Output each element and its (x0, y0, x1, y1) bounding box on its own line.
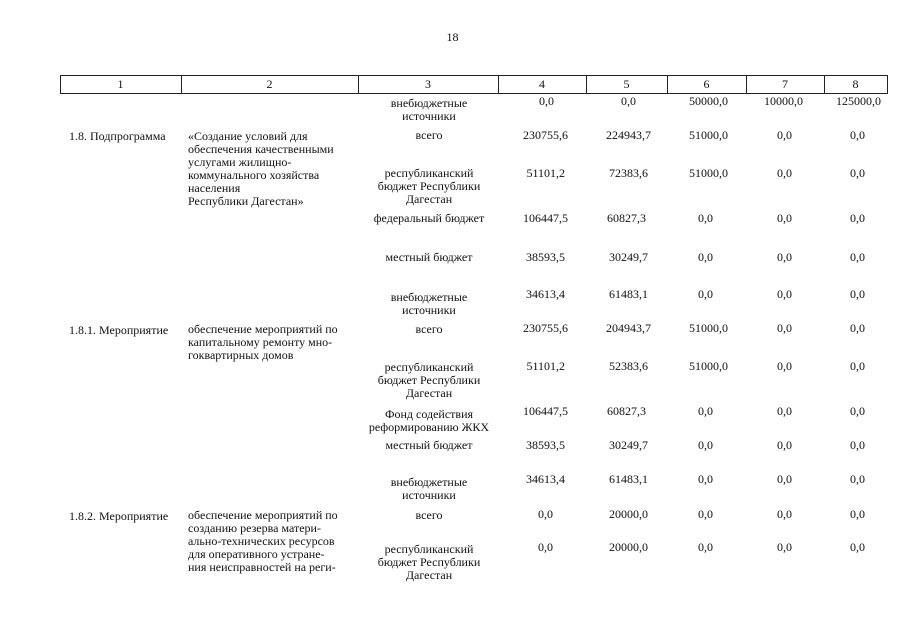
source-cell: всего (415, 322, 443, 336)
column-header-3: 3 (425, 77, 431, 91)
value-cell: 0,0 (698, 250, 713, 264)
name-line: услугами жилищно- (188, 155, 292, 169)
name-line: населения (188, 181, 241, 195)
value-cell: 0,0 (698, 472, 713, 486)
value-cell: 0,0 (698, 438, 713, 452)
value-cell: 0,0 (850, 438, 865, 452)
value-cell: 230755,6 (523, 128, 568, 142)
column-header-7: 7 (782, 77, 788, 91)
value-cell: 0,0 (698, 211, 713, 225)
name-line: Республики Дагестан» (188, 194, 304, 208)
name-line: ально-технических ресурсов (188, 534, 335, 548)
header-top-rule (60, 75, 888, 76)
source-cell: местный бюджет (385, 250, 473, 264)
value-cell: 34613,4 (526, 472, 565, 486)
value-cell: 0,0 (850, 472, 865, 486)
value-cell: 61483,1 (609, 472, 648, 486)
name-line: обеспечение мероприятий по (188, 508, 338, 522)
value-cell: 0,0 (850, 250, 865, 264)
value-cell: 51101,2 (526, 359, 565, 373)
value-cell: 51101,2 (526, 166, 565, 180)
value-cell: 0,0 (777, 472, 792, 486)
value-cell: 51000,0 (689, 166, 728, 180)
value-cell: 0,0 (777, 128, 792, 142)
source-cell: внебюджетные источники (390, 96, 468, 123)
source-cell: внебюджетные источники (390, 290, 468, 317)
source-cell: всего (415, 128, 443, 142)
value-cell: 0,0 (698, 507, 713, 521)
value-cell: 20000,0 (609, 507, 648, 521)
value-cell: 0,0 (621, 94, 636, 108)
value-cell: 0,0 (777, 250, 792, 264)
value-cell: 60827,3 (607, 404, 646, 418)
value-cell: 0,0 (777, 540, 792, 554)
source-cell: Фонд содействия реформированию ЖКХ (368, 407, 490, 434)
value-cell: 38593,5 (526, 438, 565, 452)
value-cell: 0,0 (850, 287, 865, 301)
value-cell: 51000,0 (689, 359, 728, 373)
value-cell: 0,0 (777, 438, 792, 452)
name-line: ния неисправностей на реги- (188, 560, 336, 574)
row-code: 1.8. Подпрограмма (69, 129, 166, 143)
value-cell: 38593,5 (526, 250, 565, 264)
value-cell: 0,0 (850, 211, 865, 225)
value-cell: 10000,0 (764, 94, 803, 108)
value-cell: 72383,6 (609, 166, 648, 180)
value-cell: 52383,6 (609, 359, 648, 373)
value-cell: 0,0 (539, 94, 554, 108)
column-header-4: 4 (539, 77, 545, 91)
value-cell: 0,0 (850, 404, 865, 418)
value-cell: 51000,0 (689, 321, 728, 335)
name-line: «Создание условий для (188, 129, 308, 143)
value-cell: 106447,5 (523, 404, 568, 418)
column-header-1: 1 (117, 77, 124, 91)
value-cell: 0,0 (698, 540, 713, 554)
header-divider (887, 75, 888, 93)
source-cell: республиканский бюджет Республики Дагестан (377, 166, 481, 206)
name-line: коммунального хозяйства (188, 168, 320, 182)
program-name (188, 130, 352, 208)
value-cell: 34613,4 (526, 287, 565, 301)
value-cell: 20000,0 (609, 540, 648, 554)
value-cell: 0,0 (850, 540, 865, 554)
column-header-6: 6 (703, 77, 710, 91)
value-cell: 0,0 (850, 128, 865, 142)
value-cell: 0,0 (777, 211, 792, 225)
source-cell: республиканский бюджет Республики Дагестан (377, 360, 481, 400)
value-cell: 30249,7 (609, 250, 648, 264)
column-header-8: 8 (852, 77, 859, 91)
value-cell: 204943,7 (606, 321, 651, 335)
source-cell: местный бюджет (385, 438, 473, 452)
value-cell: 0,0 (777, 321, 792, 335)
value-cell: 0,0 (538, 540, 553, 554)
value-cell: 0,0 (698, 404, 713, 418)
value-cell: 0,0 (850, 359, 865, 373)
value-cell: 0,0 (777, 404, 792, 418)
source-cell: федеральный бюджет (373, 211, 485, 225)
activity-name (188, 323, 352, 362)
name-line: обеспечение мероприятий по (188, 322, 338, 336)
value-cell: 30249,7 (609, 438, 648, 452)
value-cell: 51000,0 (689, 128, 728, 142)
value-cell: 50000,0 (689, 94, 728, 108)
value-cell: 230755,6 (523, 321, 568, 335)
value-cell: 0,0 (777, 287, 792, 301)
page-number: 18 (446, 30, 459, 44)
value-cell: 125000,0 (836, 94, 881, 108)
column-header-5: 5 (623, 77, 630, 91)
value-cell: 0,0 (777, 166, 792, 180)
value-cell: 0,0 (698, 287, 713, 301)
name-line: гоквартирных домов (188, 348, 294, 362)
name-line: для оперативного устране- (188, 547, 325, 561)
source-cell: внебюджетные источники (390, 475, 468, 502)
source-cell: всего (415, 508, 443, 522)
value-cell: 0,0 (850, 166, 865, 180)
value-cell: 106447,5 (523, 211, 568, 225)
row-code: 1.8.2. Мероприятие (69, 509, 169, 523)
value-cell: 0,0 (850, 321, 865, 335)
value-cell: 0,0 (777, 507, 792, 521)
value-cell: 224943,7 (606, 128, 651, 142)
value-cell: 0,0 (850, 507, 865, 521)
name-line: созданию резерва матери- (188, 521, 321, 535)
activity-name (188, 509, 352, 574)
value-cell: 60827,3 (607, 211, 646, 225)
value-cell: 0,0 (777, 359, 792, 373)
name-line: обеспечения качественными (188, 142, 334, 156)
source-cell: республиканский бюджет Республики Дагестан (377, 542, 481, 582)
value-cell: 0,0 (538, 507, 553, 521)
name-line: капитальному ремонту мно- (188, 335, 333, 349)
column-header-2: 2 (266, 77, 273, 91)
row-code: 1.8.1. Мероприятие (69, 323, 169, 337)
value-cell: 61483,1 (609, 287, 648, 301)
